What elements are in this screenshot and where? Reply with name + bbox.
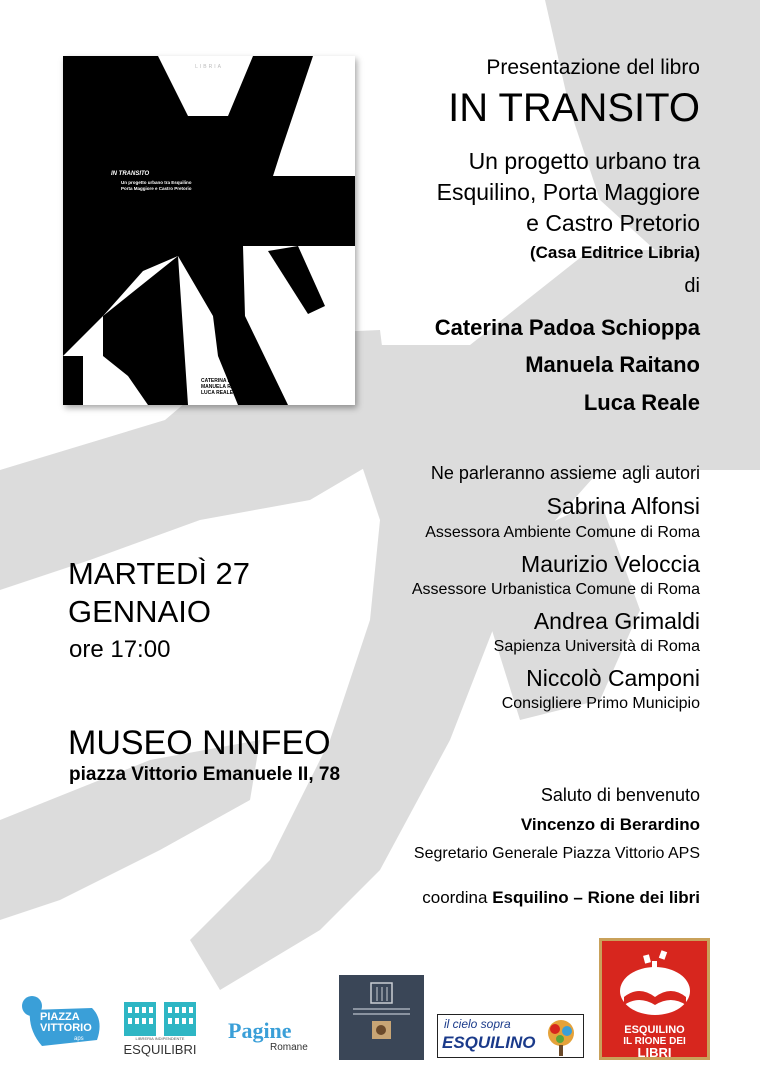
welcome-label: Saluto di benvenuto xyxy=(540,785,700,805)
cover-brand: LIBRIA xyxy=(195,64,223,70)
cover-subtitle-line: Un progetto urbano tra Esquilino xyxy=(121,180,192,185)
speaker-name: Niccolò Camponi xyxy=(526,665,700,691)
event-date-line: MARTEDÌ 27 xyxy=(68,556,251,591)
rione-line1: ESQUILINO xyxy=(624,1024,685,1036)
event-time: ore 17:00 xyxy=(69,636,171,663)
author-name: Caterina Padoa Schioppa xyxy=(434,315,700,340)
cover-author: CATERINA PADOA SCHIOPPA xyxy=(201,378,273,384)
rione-line2: IL RIONE DEI xyxy=(623,1036,686,1047)
esquilibri-small: LIBRERIA INDIPENDENTE xyxy=(135,1036,185,1041)
book-subtitle xyxy=(437,146,700,239)
book-cover xyxy=(63,56,355,405)
rione-line3: LIBRI xyxy=(637,1045,672,1060)
welcome-name: Vincenzo di Berardino xyxy=(520,815,700,834)
rione-dei-libri-logo xyxy=(599,938,710,1060)
by-label: di xyxy=(684,275,700,297)
cielo-line2: ESQUILINO xyxy=(442,1033,536,1052)
author-name: Luca Reale xyxy=(583,390,700,415)
cover-author: LUCA REALE xyxy=(201,390,234,396)
cover-title: IN TRANSITO xyxy=(111,171,150,177)
pagine-sub: Romane xyxy=(270,1042,308,1053)
pv-line1: PIAZZA xyxy=(40,1011,80,1023)
tree-icon xyxy=(543,1019,579,1057)
pagine-romane-logo xyxy=(228,1018,323,1058)
presentation-label: Presentazione del libro xyxy=(486,56,700,79)
subtitle-line: e Castro Pretorio xyxy=(526,210,700,236)
author-name: Manuela Raitano xyxy=(525,352,700,377)
book-title: IN TRANSITO xyxy=(448,86,700,130)
subtitle-line: Esquilino, Porta Maggiore xyxy=(436,179,700,205)
speakers-intro: Ne parleranno assieme agli autori xyxy=(430,463,700,483)
open-book-icon xyxy=(614,945,696,1021)
event-date-line: GENNAIO xyxy=(68,594,211,629)
coordination-prefix: coordina xyxy=(422,888,488,907)
cielo-esquilino-logo xyxy=(437,1014,584,1058)
pv-line2: VITTORIO xyxy=(40,1022,92,1034)
cielo-line1: il cielo sopra xyxy=(444,1017,511,1031)
speaker-role: Assessora Ambiente Comune di Roma xyxy=(425,524,700,541)
subtitle-line: Un progetto urbano tra xyxy=(468,148,700,174)
pagine-name: Pagine xyxy=(228,1018,292,1043)
piazza-vittorio-logo xyxy=(22,990,107,1050)
pv-tag: aps xyxy=(74,1036,84,1042)
speaker-role: Assessore Urbanistica Comune di Roma xyxy=(411,581,700,598)
coordination xyxy=(422,888,700,908)
coordination-name: Esquilino – Rione dei libri xyxy=(492,888,700,907)
speaker-name: Maurizio Veloccia xyxy=(521,551,700,577)
speaker-role: Consigliere Primo Municipio xyxy=(501,695,700,712)
publisher: (Casa Editrice Libria) xyxy=(529,243,700,262)
esquilibri-name: ESQUILIBRI xyxy=(123,1042,197,1057)
speaker-name: Sabrina Alfonsi xyxy=(546,493,700,519)
association-logo xyxy=(339,975,424,1060)
cover-subtitle-line: Porta Maggiore e Castro Pretorio xyxy=(121,186,192,191)
event-address: piazza Vittorio Emanuele II, 78 xyxy=(69,764,341,785)
cover-author: MANUELA RAITANO xyxy=(201,384,250,390)
welcome-role: Segretario Generale Piazza Vittorio APS xyxy=(413,845,700,862)
cover-artwork xyxy=(63,56,355,405)
event-venue: MUSEO NINFEO xyxy=(68,724,331,762)
esquilibri-logo xyxy=(120,998,200,1060)
esquilibri-buildings-icon xyxy=(120,998,200,1038)
speaker-role: Sapienza Università di Roma xyxy=(493,638,700,655)
speaker-name: Andrea Grimaldi xyxy=(533,608,700,634)
building-emblem-icon xyxy=(339,975,424,1060)
